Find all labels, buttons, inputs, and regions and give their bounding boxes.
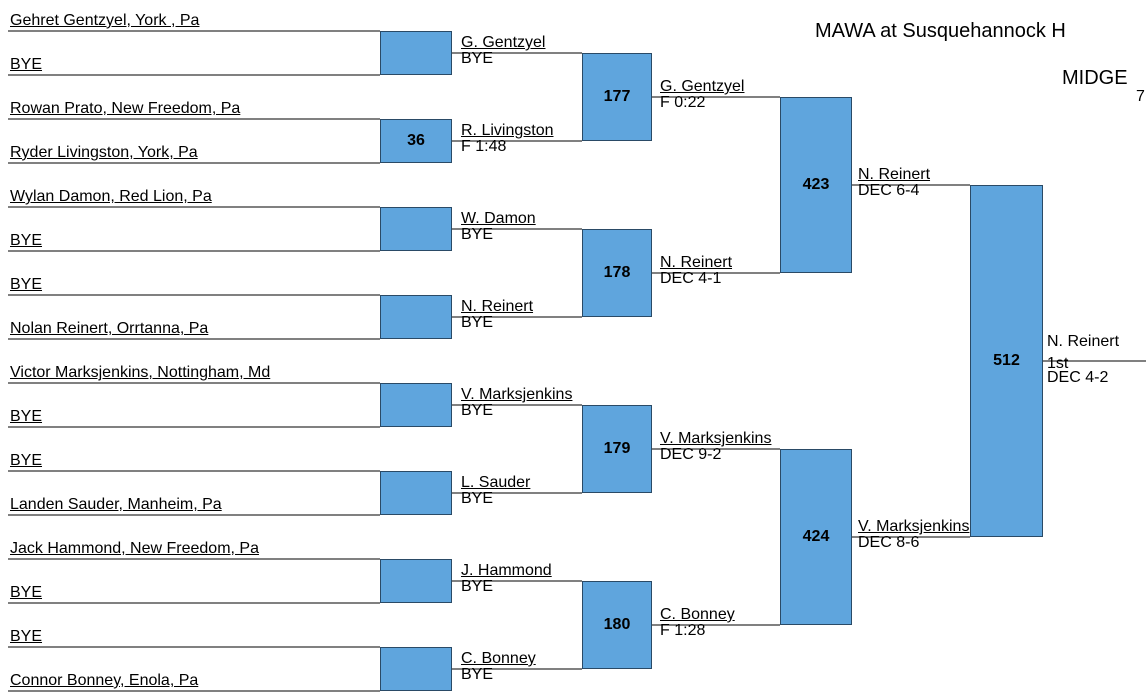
round1-entrant: BYE xyxy=(10,452,43,469)
semifinal-name: N. Reinert xyxy=(858,166,931,183)
bout-box-round1 xyxy=(380,31,452,75)
round1-entrant: BYE xyxy=(10,628,43,645)
round1-entrant: Landen Sauder, Manheim, Pa xyxy=(10,496,222,513)
round3-name: C. Bonney xyxy=(660,606,735,623)
bout-box-round2: 177 xyxy=(582,53,652,141)
round1-entrant: Rowan Prato, New Freedom, Pa xyxy=(10,100,241,117)
round3-result: F 1:28 xyxy=(660,622,706,639)
round2-result: BYE xyxy=(461,490,494,507)
round1-entrant: Ryder Livingston, York, Pa xyxy=(10,144,198,161)
tournament-title: MAWA at Susquehannock H xyxy=(815,20,1066,42)
semifinal-result: DEC 6-4 xyxy=(858,182,920,199)
round2-name: L. Sauder xyxy=(461,474,531,491)
bout-box-round2: 178 xyxy=(582,229,652,317)
round2-result: F 1:48 xyxy=(461,138,507,155)
division-label: MIDGE xyxy=(1062,67,1128,89)
bout-box-round1 xyxy=(380,383,452,427)
round1-entrant: BYE xyxy=(10,56,43,73)
round2-name: N. Reinert xyxy=(461,298,534,315)
round3-name: V. Marksjenkins xyxy=(660,430,772,447)
round2-name: R. Livingston xyxy=(461,122,554,139)
bout-box-round1 xyxy=(380,559,452,603)
round1-entrant: Jack Hammond, New Freedom, Pa xyxy=(10,540,259,557)
bout-box-round3: 424 xyxy=(780,449,852,625)
round2-name: J. Hammond xyxy=(461,562,552,579)
bout-box-round1 xyxy=(380,647,452,691)
round2-result: BYE xyxy=(461,226,494,243)
round1-entrant: Connor Bonney, Enola, Pa xyxy=(10,672,199,689)
round1-entrant: BYE xyxy=(10,408,43,425)
bout-box-round3: 423 xyxy=(780,97,852,273)
champion-name: N. Reinert xyxy=(1047,333,1120,350)
round1-entrant: BYE xyxy=(10,584,43,601)
round3-result: F 0:22 xyxy=(660,94,706,111)
round1-entrant: BYE xyxy=(10,232,43,249)
bout-box-round2: 179 xyxy=(582,405,652,493)
round2-result: BYE xyxy=(461,402,494,419)
round1-entrant: Victor Marksjenkins, Nottingham, Md xyxy=(10,364,271,381)
round2-name: C. Bonney xyxy=(461,650,536,667)
round3-name: N. Reinert xyxy=(660,254,733,271)
round1-entrant: BYE xyxy=(10,276,43,293)
round2-name: W. Damon xyxy=(461,210,536,227)
bout-box-round1 xyxy=(380,207,452,251)
round3-result: DEC 4-1 xyxy=(660,270,722,287)
bout-box-final: 512 xyxy=(970,185,1043,537)
bout-box-round1: 36 xyxy=(380,119,452,163)
round2-name: V. Marksjenkins xyxy=(461,386,573,403)
round1-entrant: Nolan Reinert, Orrtanna, Pa xyxy=(10,320,209,337)
champion-result: DEC 4-2 xyxy=(1047,369,1109,386)
semifinal-name: V. Marksjenkins xyxy=(858,518,970,535)
round3-name: G. Gentzyel xyxy=(660,78,745,95)
weight-label: 7 xyxy=(1136,88,1145,105)
round1-entrant: Gehret Gentzyel, York , Pa xyxy=(10,12,200,29)
round2-name: G. Gentzyel xyxy=(461,34,546,51)
round2-result: BYE xyxy=(461,50,494,67)
bout-box-round2: 180 xyxy=(582,581,652,669)
round1-entrant: Wylan Damon, Red Lion, Pa xyxy=(10,188,212,205)
round2-result: BYE xyxy=(461,666,494,683)
round2-result: BYE xyxy=(461,314,494,331)
bout-box-round1 xyxy=(380,295,452,339)
round3-result: DEC 9-2 xyxy=(660,446,722,463)
bout-box-round1 xyxy=(380,471,452,515)
semifinal-result: DEC 8-6 xyxy=(858,534,920,551)
champion-place: 1st xyxy=(1047,355,1069,372)
round2-result: BYE xyxy=(461,578,494,595)
